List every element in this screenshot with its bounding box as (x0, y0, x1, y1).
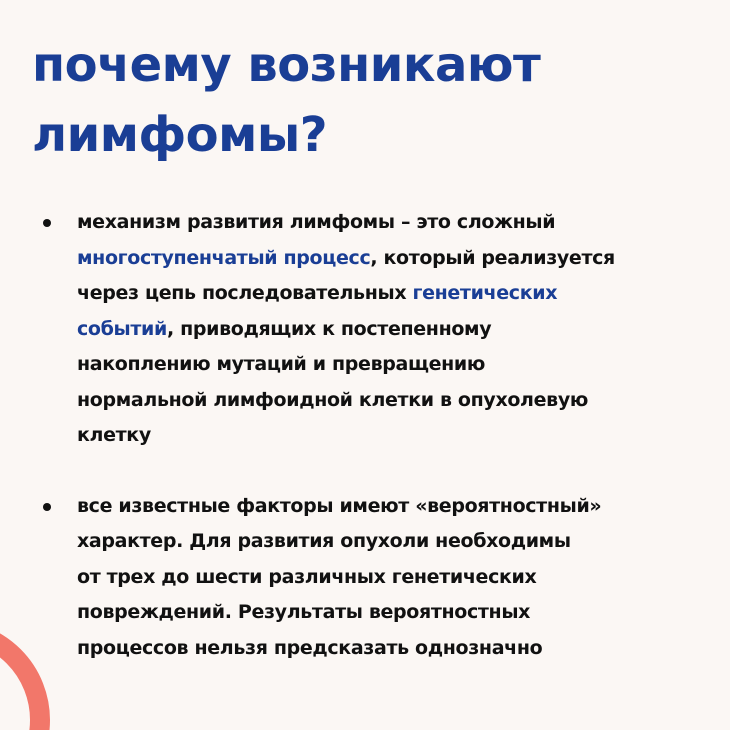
bullet-list (40, 205, 710, 666)
bullet-text: , приводящих к постепенному (166, 317, 492, 340)
title-line-1: почему возникают (32, 37, 541, 93)
title-line-2: лимфомы? (32, 107, 328, 163)
bullet-text: характер. Для развития опухоли необходимы (77, 530, 571, 552)
highlighted-text: генетических (412, 282, 558, 304)
bullet-item (40, 489, 710, 667)
page-title (32, 30, 540, 170)
bullet-text: от трех до шести различных генетических (77, 565, 537, 588)
bullet-text: накоплению мутаций и превращению (77, 353, 486, 375)
bullet-text: , который реализуется (370, 246, 615, 269)
highlighted-text: многоступенчатый процесс (77, 246, 371, 269)
bullet-dot-icon (43, 219, 51, 227)
bullet-text: повреждений. Результаты вероятностных (77, 601, 531, 623)
highlighted-text: событий (77, 317, 167, 340)
bullet-item (40, 205, 710, 454)
bullet-text: через цепь последовательных (77, 282, 413, 304)
bullet-text: механизм развития лимфомы – это сложный (77, 211, 556, 233)
bullet-dot-icon (43, 503, 51, 511)
bullet-text: все известные факторы имеют «вероятностный» (77, 494, 602, 517)
bullet-text: нормальной лимфоидной клетки в опухолевую (77, 388, 588, 411)
bullet-text: процессов нельзя предсказать однозначно (77, 636, 543, 659)
bullet-text: клетку (77, 424, 151, 446)
